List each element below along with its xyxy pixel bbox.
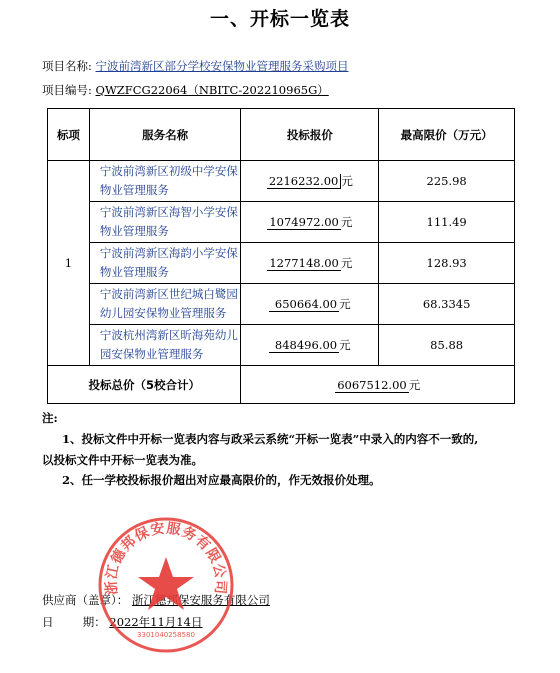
bid-table [47,108,515,404]
max-price: 225.98 [379,161,515,202]
service-name: 宁波前湾新区世纪城白鹭园幼儿园安保物业管理服务 [89,284,241,325]
total-row [48,366,515,404]
bid-price-cell [241,284,379,325]
project-name-label: 项目名称: [42,59,92,73]
table-row [48,202,515,243]
project-code-value: QWZFCG22064（NBITC-202210965G） [95,83,329,97]
notes-heading: 注: [42,411,58,425]
total-label: 投标总价（5校合计） [48,366,241,404]
note-item-1-continued: 以投标文件中开标一览表为准。 [42,453,203,467]
table-row [48,325,515,366]
header-lot: 标项 [48,109,90,161]
bid-price-unit: 元 [339,338,351,352]
bid-price-cell [241,243,379,284]
bid-price-amount: 650664.00 [269,297,339,312]
bid-price-unit: 元 [339,297,351,311]
table-row [48,284,515,325]
seal-code: 3301040258580 [137,631,195,639]
service-name: 宁波前湾新区初级中学安保物业管理服务 [89,161,241,202]
header-service-name: 服务名称 [89,109,241,161]
date-label: 日 期： [42,615,106,629]
project-name-value: 宁波前湾新区部分学校安保物业管理服务采购项目 [95,59,349,73]
table-header-row [48,109,515,161]
max-price: 85.88 [379,325,515,366]
project-code-label: 项目编号: [42,83,92,97]
total-price-amount: 6067512.00 [337,377,407,392]
supplier-label: 供应商（盖章）： [42,593,129,607]
bid-price-cell [241,325,379,366]
bid-price-unit: 元 [341,174,353,188]
bid-price-unit: 元 [340,256,353,270]
table-row [48,161,515,202]
service-name: 宁波前湾新区海智小学安保物业管理服务 [89,202,241,243]
bid-price-amount: 1074972.00 [269,215,339,229]
bid-price-cell [241,202,379,243]
company-seal [96,515,236,655]
note-item-1: 1、投标文件中开标一览表内容与政采云系统“开标一览表”中录入的内容不一致的, [62,432,479,446]
page-title: 一、开标一览表 [209,8,350,30]
bid-price-unit: 元 [340,215,353,229]
project-code-line [42,82,329,98]
max-price: 111.49 [379,202,515,243]
header-max-price: 最高限价（万元） [379,109,515,161]
bid-price-amount: 2216232.00 [267,174,342,189]
project-name-line [42,58,349,74]
bid-price-amount: 1277148.00 [269,256,339,270]
max-price: 128.93 [379,243,515,284]
service-name: 宁波杭州湾新区昕海苑幼儿园安保物业管理服务 [89,325,241,366]
header-bid-price: 投标报价 [241,109,379,161]
service-name: 宁波前湾新区海韵小学安保物业管理服务 [89,243,241,284]
supplier-value: 浙江德邦保安服务有限公司 [131,593,270,607]
note-item-2: 2、任一学校投标报价超出对应最高限价的，作无效报价处理。 [62,473,381,487]
bid-price-amount: 848496.00 [269,338,339,353]
bid-price-cell [241,161,379,202]
date-value: 2022年11月14日 [109,615,203,629]
max-price: 68.3345 [379,284,515,325]
total-price-unit: 元 [408,377,421,392]
seal-ring-text: 浙江德邦保安服务有限公司 [103,520,229,596]
lot-number: 1 [48,161,90,366]
total-price-cell [241,366,515,404]
seal-star-icon [138,557,194,610]
table-row [48,243,515,284]
